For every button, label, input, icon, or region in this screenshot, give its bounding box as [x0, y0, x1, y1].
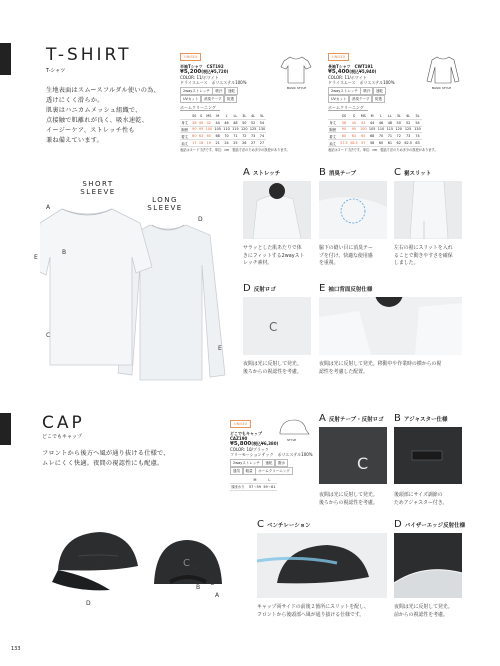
- product-color: COLOR: 11/ホワイト: [180, 75, 219, 80]
- base-style-label: BASIC STYLE: [432, 86, 452, 90]
- feature-e-photo: [319, 297, 462, 355]
- feature-b-header: B 消臭テープ: [319, 167, 357, 178]
- product-price-tax: (税込¥5,720): [201, 69, 229, 74]
- tshirt-subtitle: T-シャツ: [46, 68, 66, 74]
- size-table: SS S MS M L LL 3L 4L 5L 身丈 38 40 42 44 46 48 50 52 54 胸囲 90 95 100 105 110 115 120 125 130 着丈 60 63 65 68 70 71 72 73 74 袖丈 17 18 19 21 24 25 26 27 27: [181, 114, 266, 146]
- cap-style-label: STYLE: [287, 438, 297, 442]
- cap-subtitle: どこでもキャップ: [42, 434, 83, 440]
- product-price: ¥5,800: [230, 441, 252, 447]
- feature-c-header: C 裾スリット: [394, 167, 432, 178]
- header-bar: [0, 413, 11, 445]
- callout-a2: A: [215, 592, 220, 599]
- callout-c: C: [46, 332, 51, 339]
- callout-c: C: [100, 565, 105, 572]
- cap-size-table: M L 頭まわり 57〜59 59〜61: [231, 478, 276, 490]
- feature-a-text: サラッとした肌あたりで体 きにフィットする2wayスト レッチ素材。: [243, 245, 305, 267]
- callout-b: B: [196, 584, 201, 591]
- product-name: どこでもキャップ: [230, 431, 262, 436]
- feature-c-photo: [394, 181, 462, 239]
- unisex-tag: UNISEX: [180, 53, 201, 61]
- cap-feature-b-header: B アジャスター仕様: [394, 413, 448, 424]
- tshirt-title: T-SHIRT: [46, 45, 132, 65]
- feature-a-header: A ストレッチ: [243, 167, 281, 178]
- callout-e: E: [34, 254, 38, 261]
- product-color: COLOR: 11/ホワイト: [328, 75, 367, 80]
- feature-e-text: 夜間は光に反射して発光。移動中や作業時の横からの視 認性を考慮した配置。: [319, 361, 442, 375]
- care-label: ホームクリーニング: [328, 105, 368, 111]
- cap-feature-d-text: 夜間は光に反射して発光。 前からの視認性を考慮。: [394, 604, 453, 618]
- size-table: SS S MS M L LL 3L 4L 5L 身丈 38 40 42 44 46 48 50 52 54 胸囲 90 95 100 105 110 115 120 125 130 着丈 60 63 65 68 70 71 72 73 74 袖丈 57.5 58.5 57 58 60 61 62 62.5 63: [329, 114, 421, 146]
- spec-row: 通気 軽量 ホームクリーニング: [230, 467, 315, 475]
- feature-c-text: 左右の裾にスリットを入れ ることで動きやすさを確保 しました。: [394, 245, 453, 267]
- feature-d-header: D 反射ロゴ: [243, 283, 276, 294]
- spec-row: 2wayストレッチ 吸汗 速乾: [328, 87, 468, 95]
- cap-feature-a-text: 夜間は光に反射して発光。 後ろからの視認性を考慮。: [319, 492, 378, 506]
- tshirt-product-image: [40, 205, 240, 385]
- feature-b-photo: [319, 181, 387, 239]
- label-long-sleeve: LONG SLEEVE: [147, 196, 183, 213]
- feature-d-photo: [243, 297, 311, 355]
- callout-d: D: [198, 216, 203, 223]
- tshirt-description: 生地表面はスムースフルダル使いの為、 透けにくく滑らか。 肌裏はハニカムメッシュ組織で、 点接触で肌離れが良く、吸水速乾、 イージーケア、ストレッチ性も 兼ね備えています。: [46, 87, 160, 145]
- spec-row: 2wayストレッチ 吸汗 速乾: [180, 87, 320, 95]
- product-price: ¥5,400: [328, 69, 350, 75]
- cap-feature-d-photo: [394, 533, 462, 598]
- product-name: 半袖Tシャツ CST192: [180, 64, 224, 69]
- cap-style-sketch: [276, 418, 310, 438]
- unisex-tag: UNISEX: [230, 420, 251, 428]
- product-price-tax: (税込¥6,380): [251, 441, 279, 446]
- product-name: 長袖Tシャツ CWT191: [328, 64, 374, 69]
- product-code: CAZ190: [230, 436, 248, 441]
- svg-text:C: C: [269, 320, 278, 334]
- cap-feature-a-photo: [319, 427, 387, 484]
- callout-c2: C: [157, 574, 162, 581]
- label-short-sleeve: SHORT SLEEVE: [80, 180, 116, 197]
- basic-style-sketch-short: [280, 55, 312, 85]
- cap-feature-c-text: キャップ両サイドの前後２箇所にスリットを配し、 フロントから後頭部へ風が通り抜ける仕様です。: [257, 604, 369, 618]
- feature-d-text: 夜間は光に反射して発光。 後ろからの視認性を考慮。: [243, 361, 302, 375]
- feature-b-text: 脇下の縫い目に消臭テー プを付け、快適な使用感 を重視。: [319, 245, 373, 267]
- feature-a-photo: [243, 181, 311, 239]
- spec-row: UVカット 消臭テープ 防透: [180, 95, 320, 103]
- cap-feature-c-header: C ベンチレーション: [257, 519, 311, 530]
- callout-c3: C: [210, 580, 215, 587]
- base-style-label: BASIC STYLE: [287, 86, 307, 90]
- svg-text:C: C: [357, 454, 369, 473]
- callout-a: A: [46, 204, 51, 211]
- callout-e2: E: [218, 345, 222, 352]
- cap-feature-a-header: A 反射テープ・反射ロゴ: [319, 413, 384, 424]
- header-bar: [0, 43, 11, 75]
- product-material: ドライスムース ポリエステル100%: [328, 80, 395, 85]
- product-price: ¥5,200: [180, 69, 202, 75]
- size-note: 表記はヌード寸法です。単位：cm 製品寸法のため多少の誤差があります。: [328, 147, 438, 152]
- cap-image-back: [148, 534, 226, 596]
- callout-b: B: [62, 249, 67, 256]
- product-material: ドライスムース ポリエステル100%: [180, 80, 247, 85]
- page-number: 133: [11, 646, 21, 652]
- spec-row: 2wayストレッチ 速乾 撥水: [230, 459, 315, 467]
- cap-title: CAP: [42, 413, 85, 433]
- feature-e-header: E 袖口背面反射仕様: [319, 283, 373, 294]
- product-price-tax: (税込¥5,940): [349, 69, 377, 74]
- callout-d: D: [86, 600, 91, 607]
- callout-a: A: [193, 565, 198, 572]
- size-note: 表記はヌード寸法です。単位：cm 製品寸法のため多少の誤差があります。: [180, 147, 290, 152]
- cap-feature-b-text: 後頭部にサイズ調節の ためアジャスター付き。: [394, 492, 448, 506]
- cap-feature-b-photo: [394, 427, 462, 484]
- cap-image-front: [48, 526, 148, 598]
- svg-text:C: C: [183, 558, 190, 569]
- cap-description: フロントから後方へ風が通り抜ける仕様で、 ムレにくく快適。夜間の視認性にも配慮。: [42, 450, 170, 468]
- basic-style-sketch-long: [425, 55, 461, 85]
- cap-feature-d-header: D バイザーエッジ反射仕様: [394, 519, 466, 530]
- care-label: ホームクリーニング: [180, 105, 220, 111]
- spec-row: UVカット 消臭テープ 防透: [328, 95, 468, 103]
- unisex-tag: UNISEX: [328, 53, 349, 61]
- product-material: フリーモーションテック ポリエステル100%: [230, 452, 313, 457]
- cap-feature-c-photo: [257, 533, 387, 598]
- product-color: COLOR: 10/ブラック: [230, 447, 269, 452]
